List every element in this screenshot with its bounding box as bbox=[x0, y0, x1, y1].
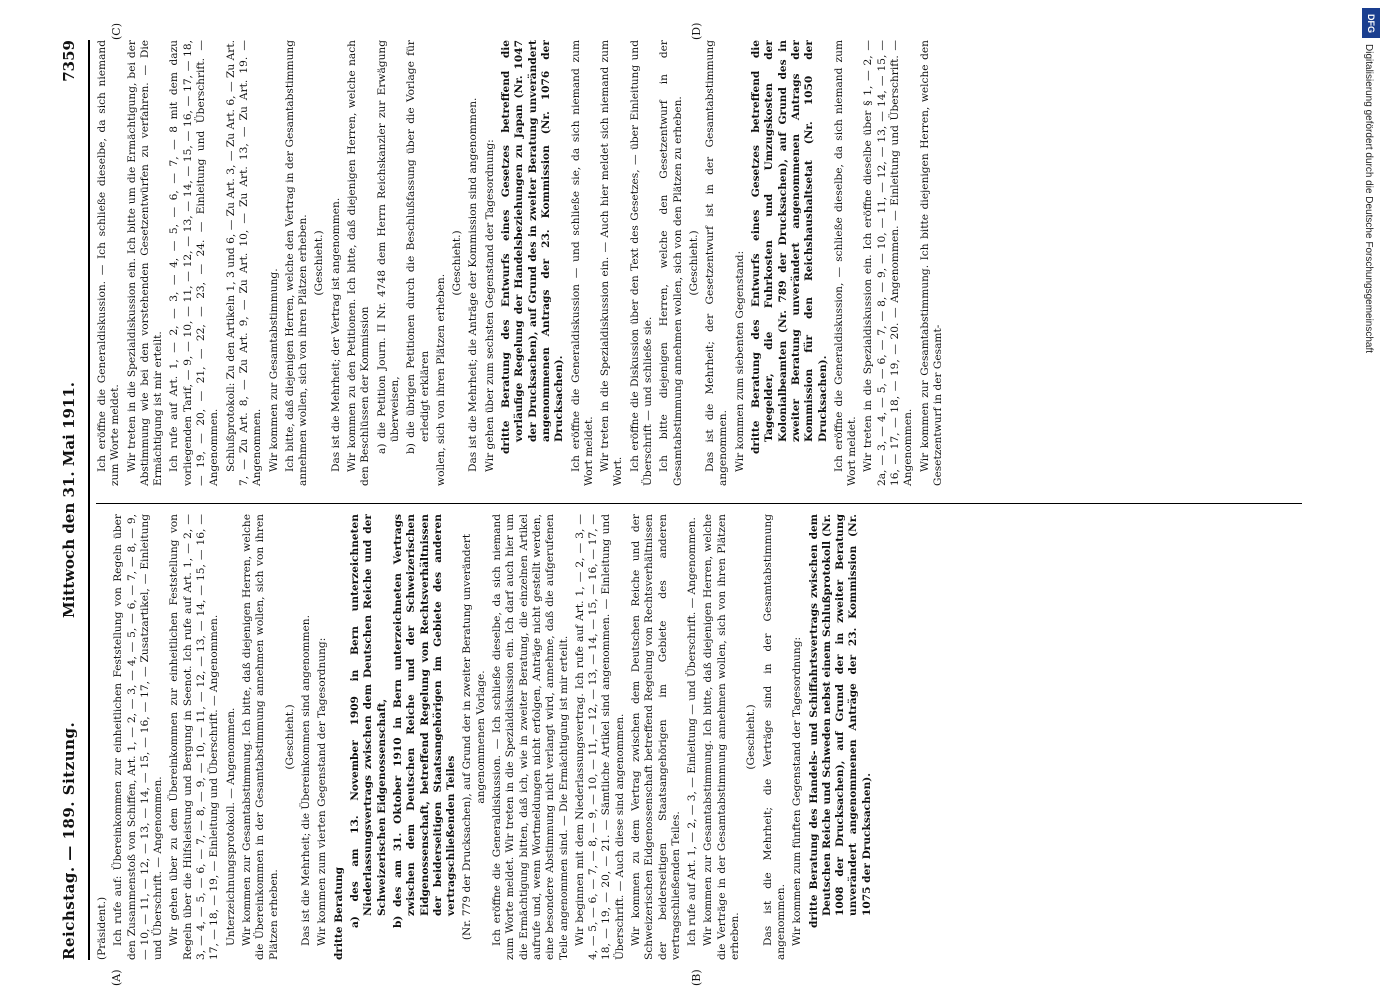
paragraph: Wir kommen zu dem Vertrag zwischen dem Deutschen Reiche und der Schweizerischen Eidgenossenschaft betreffend Regelung von Rechtsverhältnissen der beiderseitigen Staatsangehörigen im Gebiete des anderen vertragschließenden Teiles. bbox=[629, 514, 682, 960]
paragraph: (Geschieht.) bbox=[687, 230, 700, 296]
paragraph: Ich eröffne die Generaldiskussion. — Ich schließe dieselbe, da sich niemand zum Worte meldet. Wir treten in die Spezialdiskussion ein. Ich darf auch hier um die Ermächtigung bitten, daß ich, wie in zweiter Beratung, die einzelnen Artikel aufrufe und, wenn Wortmeldungen nicht erfolgen, Anträge nicht gestellt werden, eine besondere Abstimmung nicht verlangt wird, annehme, daß die aufgerufenen Teile angenommen sind. — Die Ermächtigung ist mir erteilt. bbox=[491, 514, 570, 960]
page-header bbox=[52, 40, 92, 960]
paragraph: (Geschieht.) bbox=[745, 704, 758, 770]
margin-marker-a: (A) bbox=[110, 969, 123, 986]
paragraph: Wir beginnen mit dem Niederlassungsvertrag. Ich rufe auf Art. 1, — 2, — 3, — 4, — 5, — 6, — 7, — 8, — 9, — 10, — 11, — 12, — 13, — 14, — 15, — 16, — 17, — 18, — 19, — 20, — 21. — Sämtliche Artikel sind angenommen. — Einleitung und Überschrift. — Auch diese sind angenommen. bbox=[573, 514, 626, 960]
paragraph: Ich rufe auf: Übereinkommen zur einheitlichen Feststellung von Regeln über den Zusammenstoß von Schiffen, Art. 1, — 2, — 3, — 4, — 5, — 6, — 7, — 8, — 9, — 10, — 11, — 12, — 13, — 14, — 15, — 16, — 17, — Zusatzartikel, — Einleitung und Überschrift. — Angenommen. bbox=[112, 514, 165, 960]
header-rule bbox=[88, 40, 90, 960]
paragraph: (Präsident.) bbox=[96, 896, 108, 960]
paragraph: a) die Petition Journ. II Nr. 4748 dem Herrn Reichskanzler zur Erwägung überweisen, bbox=[375, 40, 401, 454]
header-date: Mittwoch den 31. Mai 1911. bbox=[60, 381, 78, 619]
page-number: 7359 bbox=[60, 40, 78, 82]
paragraph: Wir kommen zum vierten Gegenstand der Tagesordnung: bbox=[316, 637, 329, 946]
paragraph: dritte Beratung des Entwurfs eines Gesetzes betreffend die Tagegelder, die Fuhrkosten und Umzugskosten der Kolonialbeamten (Nr. 789 der Drucksachen), auf Grund des in zweiter Beratung unverändert angenommenen Antrags der Kommission für den Reichshaushaltsetat (Nr. 1050 der Drucksachen). bbox=[750, 40, 829, 454]
paragraph: Ich eröffne die Generaldiskussion — und schließe sie, da sich niemand zum Wort meldet. bbox=[569, 40, 595, 486]
paragraph: dritte Beratung des Handels- und Schiffahrtsvertrags zwischen dem Deutschen Reiche und Schweden nebst einem Schlußprotokoll (Nr. 1008 der Drucksachen), auf Grund der in zweiter Beratung unverändert angenommenen Anträge der 23. Kommission (Nr. 1075 der Drucksachen). bbox=[807, 514, 873, 928]
column-rule bbox=[96, 503, 1302, 504]
left-column bbox=[96, 514, 877, 960]
paragraph: Wir treten in die Spezialdiskussion ein. Ich bitte um die Ermächtigung, bei der Abstimmung wie bei den vorstehenden Gesetzentwürfen zu verfahren. — Die Ermächtigung ist mir erteilt. bbox=[125, 40, 165, 486]
paragraph: Ich bitte diejenigen Herren, welche den Gesetzentwurf in der Gesamtabstimmung annehmen wollen, sich von den Plätzen zu erheben. bbox=[658, 40, 684, 486]
paragraph: Wir kommen zum fünften Gegenstand der Tagesordnung: bbox=[791, 636, 804, 946]
paragraph: b) des am 31. Oktober 1910 in Bern unterzeichneten Vertrags zwischen dem Deutschen Reiche und der Schweizerischen Eidgenossenschaft, betreffend Regelung von Rechtsverhältnissen der beiderseitigen Staatsangehörigen im Gebiete des anderen vertragschließenden Teiles bbox=[391, 514, 458, 928]
paragraph: Ich rufe auf Art. 1, — 2, — 3, — 4, — 5, — 6, — 7, — 8 mit dem dazu vorliegenden Tarif, — 9, — 10, — 11, — 12, — 13, — 14, — 15, — 16, — 17, — 18, — 19, — 20, — 21, — 22, — 23, — 24. — Einleitung und Überschrift. — Angenommen. bbox=[168, 40, 221, 486]
paragraph: dritte Beratung des Entwurfs eines Gesetzes betreffend die vorläufige Regelung der Handelsbeziehungen zu Japan (Nr. 1047 der Drucksachen), auf Grund des in zweiter Beratung unverändert angenommenen Antrags der 23. Kommission (Nr. 1076 der Drucksachen). bbox=[500, 40, 566, 454]
paragraph: (Geschieht.) bbox=[283, 704, 296, 770]
paragraph: Wir treten in die Spezialdiskussion ein. — Auch hier meldet sich niemand zum Wort. bbox=[599, 40, 625, 486]
paragraph: Das ist die Mehrheit; die Anträge der Kommission sind angenommen. bbox=[467, 97, 480, 472]
paragraph: Wir kommen zur Gesamtabstimmung. Ich bitte, daß diejenigen Herren, welche die Verträge in der Gesamtabstimmung annehmen wollen, sich von ihren Plätzen erheben. bbox=[702, 514, 742, 960]
paragraph: Schlußprotokoll: Zu den Artikeln 1, 3 und 6, — Zu Art. 3, — Zu Art. 6, — Zu Art. 7, — Zu Art. 8, — Zu Art. 9, — Zu Art. 10, — Zu Art. 13, — Zu Art. 19. — Angenommen. bbox=[224, 40, 264, 486]
paragraph: Wir kommen zur Gesamtabstimmung. Ich bitte, daß diejenigen Herren, welche die Übereinkommen in der Gesamtabstimmung annehmen wollen, sich von ihren Plätzen erheben. bbox=[240, 514, 280, 960]
margin-marker-c: (C) bbox=[110, 23, 123, 40]
paragraph: Ich eröffne die Diskussion über den Text des Gesetzes, — über Einleitung und Überschrift — und schließe sie. bbox=[628, 40, 654, 486]
paragraph: Das ist die Mehrheit; der Vertrag ist angenommen. bbox=[329, 197, 342, 472]
paragraph: Wir kommen zu den Petitionen. Ich bitte, daß diejenigen Herren, welche nach den Beschlüssen der Kommission bbox=[346, 40, 372, 486]
paragraph: Wir kommen zur Gesamtabstimmung. bbox=[267, 268, 280, 472]
paragraph: (Geschieht.) bbox=[451, 230, 464, 296]
digitization-note: Digitalisierung gefördert durch die Deutsche Forschungsgemeinschaft bbox=[1363, 44, 1374, 354]
paragraph: a) des am 13. November 1909 in Bern unterzeichneten Niederlassungsvertrags zwischen dem Deutschen Reiche und der Schweizerischen Eidgenossenschaft, bbox=[349, 514, 388, 928]
paragraph: Unterzeichnungsprotokoll. — Angenommen. bbox=[224, 707, 237, 946]
paragraph: Ich bitte, daß diejenigen Herren, welche den Vertrag in der Gesamtabstimmung annehmen wollen, sich von ihren Plätzen erheben. bbox=[283, 40, 310, 486]
right-column bbox=[96, 40, 948, 486]
margin-marker-d: (D) bbox=[690, 22, 703, 40]
header-left: Reichstag. — 189. Sitzung. bbox=[60, 721, 78, 960]
paragraph: (Geschieht.) bbox=[313, 230, 326, 296]
paragraph: Ich eröffne die Generaldiskussion, — schließe dieselbe, da sich niemand zum Wort meldet. bbox=[832, 40, 859, 486]
paragraph: wollen, sich von ihren Plätzen erheben. bbox=[434, 273, 447, 486]
dfg-logo: DFG bbox=[1362, 8, 1380, 38]
paragraph: Das ist die Mehrheit; die Übereinkommen sind angenommen. bbox=[300, 615, 313, 946]
paragraph: Ich rufe auf Art. 1, — 2, — 3, — Einleitung — und Überschrift. — Angenommen. bbox=[686, 517, 699, 946]
paragraph: Wir kommen zur Gesamtabstimmung. Ich bitte diejenigen Herren, welche den Gesetzentwurf in der Gesamt- bbox=[918, 40, 944, 486]
paragraph: Ich eröffne die Generaldiskussion. — Ich schließe dieselbe, da sich niemand zum Worte meldet. bbox=[96, 40, 122, 486]
paragraph: dritte Beratung bbox=[332, 866, 345, 960]
paragraph: (Nr. 779 der Drucksachen), auf Grund der in zweiter Beratung unverändert angenommenen Vorlage. bbox=[461, 533, 487, 941]
paragraph: Wir treten in die Spezialdiskussion ein. Ich eröffne dieselbe über § 1, — 2, — 2a, — 3, — 4, — 5, — 6, — 7, — 8, — 9, — 10, — 11, — 12, — 13, — 14, — 15, — 16, — 17, — 18, — 19, — 20. — Angenommen. — Einleitung und Überschrift. — Angenommen. bbox=[862, 40, 915, 486]
paragraph: Wir kommen zum siebenten Gegenstand: bbox=[733, 250, 746, 472]
paragraph: Das ist die Mehrheit; die Verträge sind in der Gesamtabstimmung angenommen. bbox=[761, 514, 787, 960]
paragraph: b) die übrigen Petitionen durch die Beschlußfassung über die Vorlage für erledigt erklären bbox=[405, 40, 431, 454]
margin-marker-b: (B) bbox=[690, 969, 703, 986]
paragraph: Wir gehen über zu dem Übereinkommen zur einheitlichen Feststellung von Regeln über die Hilfsleistung und Bergung in Seenot. Ich rufe auf Art. 1, — 2, — 3, — 4, — 5, — 6, — 7, — 8, — 9, — 10, — 11, — 12, — 13, — 14, — 15, — 16, — 17, — 18, — 19, — Einleitung und Überschrift. — Angenommen. bbox=[168, 514, 221, 960]
paragraph: Das ist die Mehrheit; der Gesetzentwurf ist in der Gesamtabstimmung angenommen. bbox=[704, 40, 730, 486]
paragraph: Wir gehen über zum sechsten Gegenstand der Tagesordnung: bbox=[483, 139, 496, 472]
